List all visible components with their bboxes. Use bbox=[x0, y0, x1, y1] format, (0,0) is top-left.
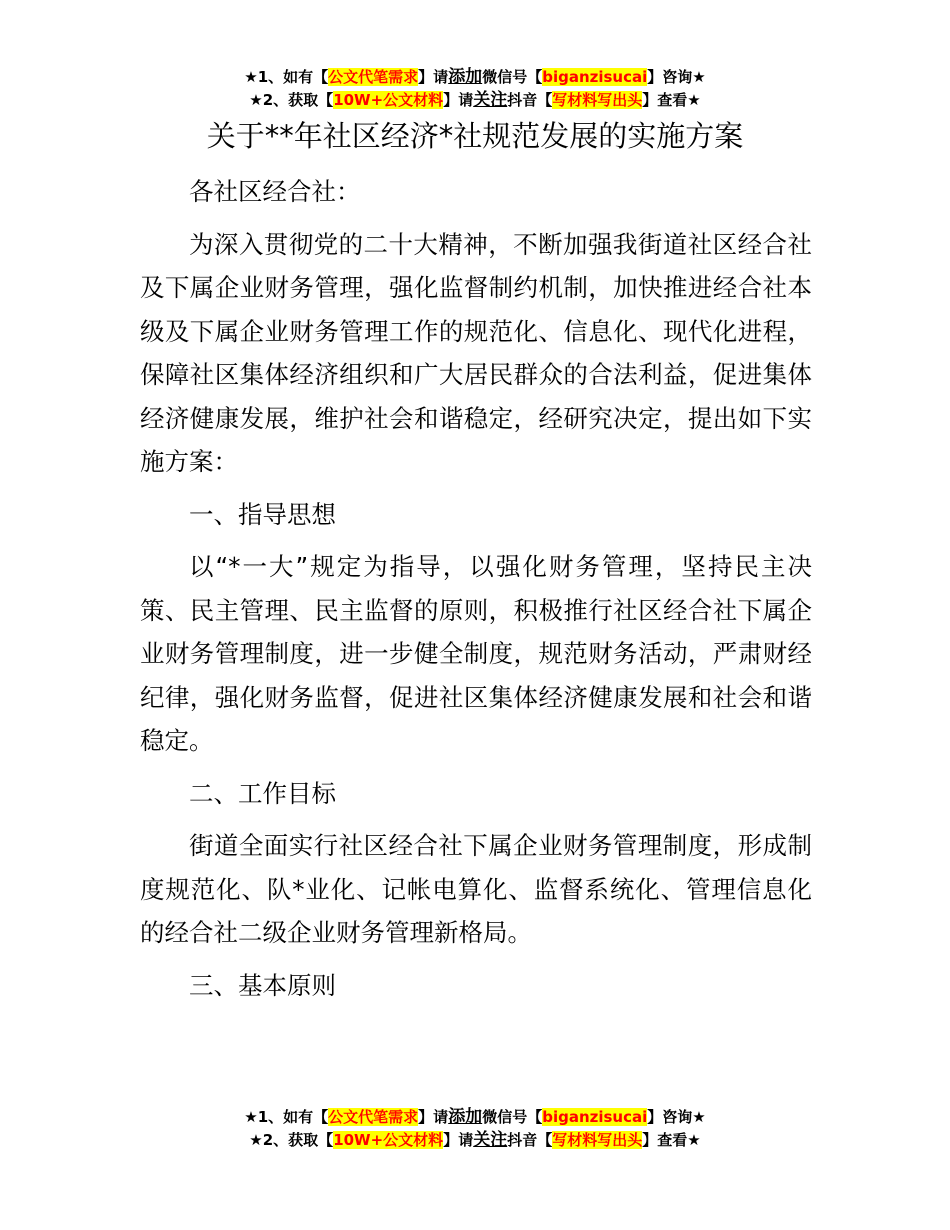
document-title: 关于**年社区经济*社规范发展的实施方案 bbox=[206, 119, 744, 153]
banner-highlight: biganzisucai bbox=[542, 1108, 648, 1126]
banner-line-2 bbox=[0, 1129, 950, 1152]
section-body-1: 以“*一大”规定为指导，以强化财务管理，坚持民主决策、民主管理、民主监督的原则，积极推行社区经合社下属企业财务管理制度，进一步健全制度，规范财务活动，严肃财经纪律，强化财务监督，促进社区集体经济健康发展和社会和谐稳定。 bbox=[140, 552, 812, 755]
banner-text: 】请 bbox=[443, 91, 474, 109]
banner-text: ★2、获取【 bbox=[249, 1131, 334, 1149]
banner-text: ★1、如有【 bbox=[244, 68, 329, 86]
banner-line-2 bbox=[0, 89, 950, 112]
banner-text: ★1、如有【 bbox=[244, 1108, 329, 1126]
document-body bbox=[140, 170, 812, 1016]
banner-text: 】咨询★ bbox=[647, 68, 706, 86]
banner-highlight: 写材料写出头 bbox=[552, 1131, 643, 1149]
banner-line-1 bbox=[0, 1106, 950, 1129]
top-banner bbox=[0, 66, 950, 112]
banner-emphasis: 添加 bbox=[448, 1107, 483, 1127]
intro-paragraph: 为深入贯彻党的二十大精神，不断加强我街道社区经合社及下属企业财务管理，强化监督制约机制，加快推进经合社本级及下属企业财务管理工作的规范化、信息化、现代化进程，保障社区集体经济组织和广大居民群众的合法利益，促进集体经济健康发展，维护社会和谐稳定，经研究决定，提出如下实施方案： bbox=[140, 229, 812, 476]
banner-highlight: 写材料写出头 bbox=[552, 91, 643, 109]
banner-text: 】查看★ bbox=[642, 1131, 701, 1149]
banner-text: 】请 bbox=[443, 1131, 474, 1149]
banner-highlight: 公文代笔需求 bbox=[328, 68, 419, 86]
banner-text: 】请 bbox=[418, 1108, 449, 1126]
banner-highlight: 10W+公文材料 bbox=[333, 91, 444, 109]
banner-highlight: 10W+公文材料 bbox=[333, 1131, 444, 1149]
banner-text: 】查看★ bbox=[642, 91, 701, 109]
section-heading-1: 一、指导思想 bbox=[189, 499, 336, 529]
banner-line-1 bbox=[0, 66, 950, 89]
banner-emphasis: 关注 bbox=[473, 1130, 508, 1150]
bottom-banner bbox=[0, 1106, 950, 1152]
banner-emphasis: 添加 bbox=[448, 67, 483, 87]
banner-highlight: 公文代笔需求 bbox=[328, 1108, 419, 1126]
section-heading-2: 二、工作目标 bbox=[189, 778, 336, 808]
banner-text: 】咨询★ bbox=[647, 1108, 706, 1126]
banner-text: 】请 bbox=[418, 68, 449, 86]
banner-text: 微信号【 bbox=[482, 1108, 543, 1126]
salutation: 各社区经合社： bbox=[189, 177, 361, 206]
section-body-2: 街道全面实行社区经合社下属企业财务管理制度，形成制度规范化、队*业化、记帐电算化、监督系统化、管理信息化的经合社二级企业财务管理新格局。 bbox=[140, 831, 812, 947]
banner-text: 抖音【 bbox=[507, 91, 553, 109]
banner-text: 抖音【 bbox=[507, 1131, 553, 1149]
banner-text: 微信号【 bbox=[482, 68, 543, 86]
section-heading-3: 三、基本原则 bbox=[189, 970, 336, 1000]
banner-emphasis: 关注 bbox=[473, 90, 508, 110]
banner-highlight: biganzisucai bbox=[542, 68, 648, 86]
banner-text: ★2、获取【 bbox=[249, 91, 334, 109]
